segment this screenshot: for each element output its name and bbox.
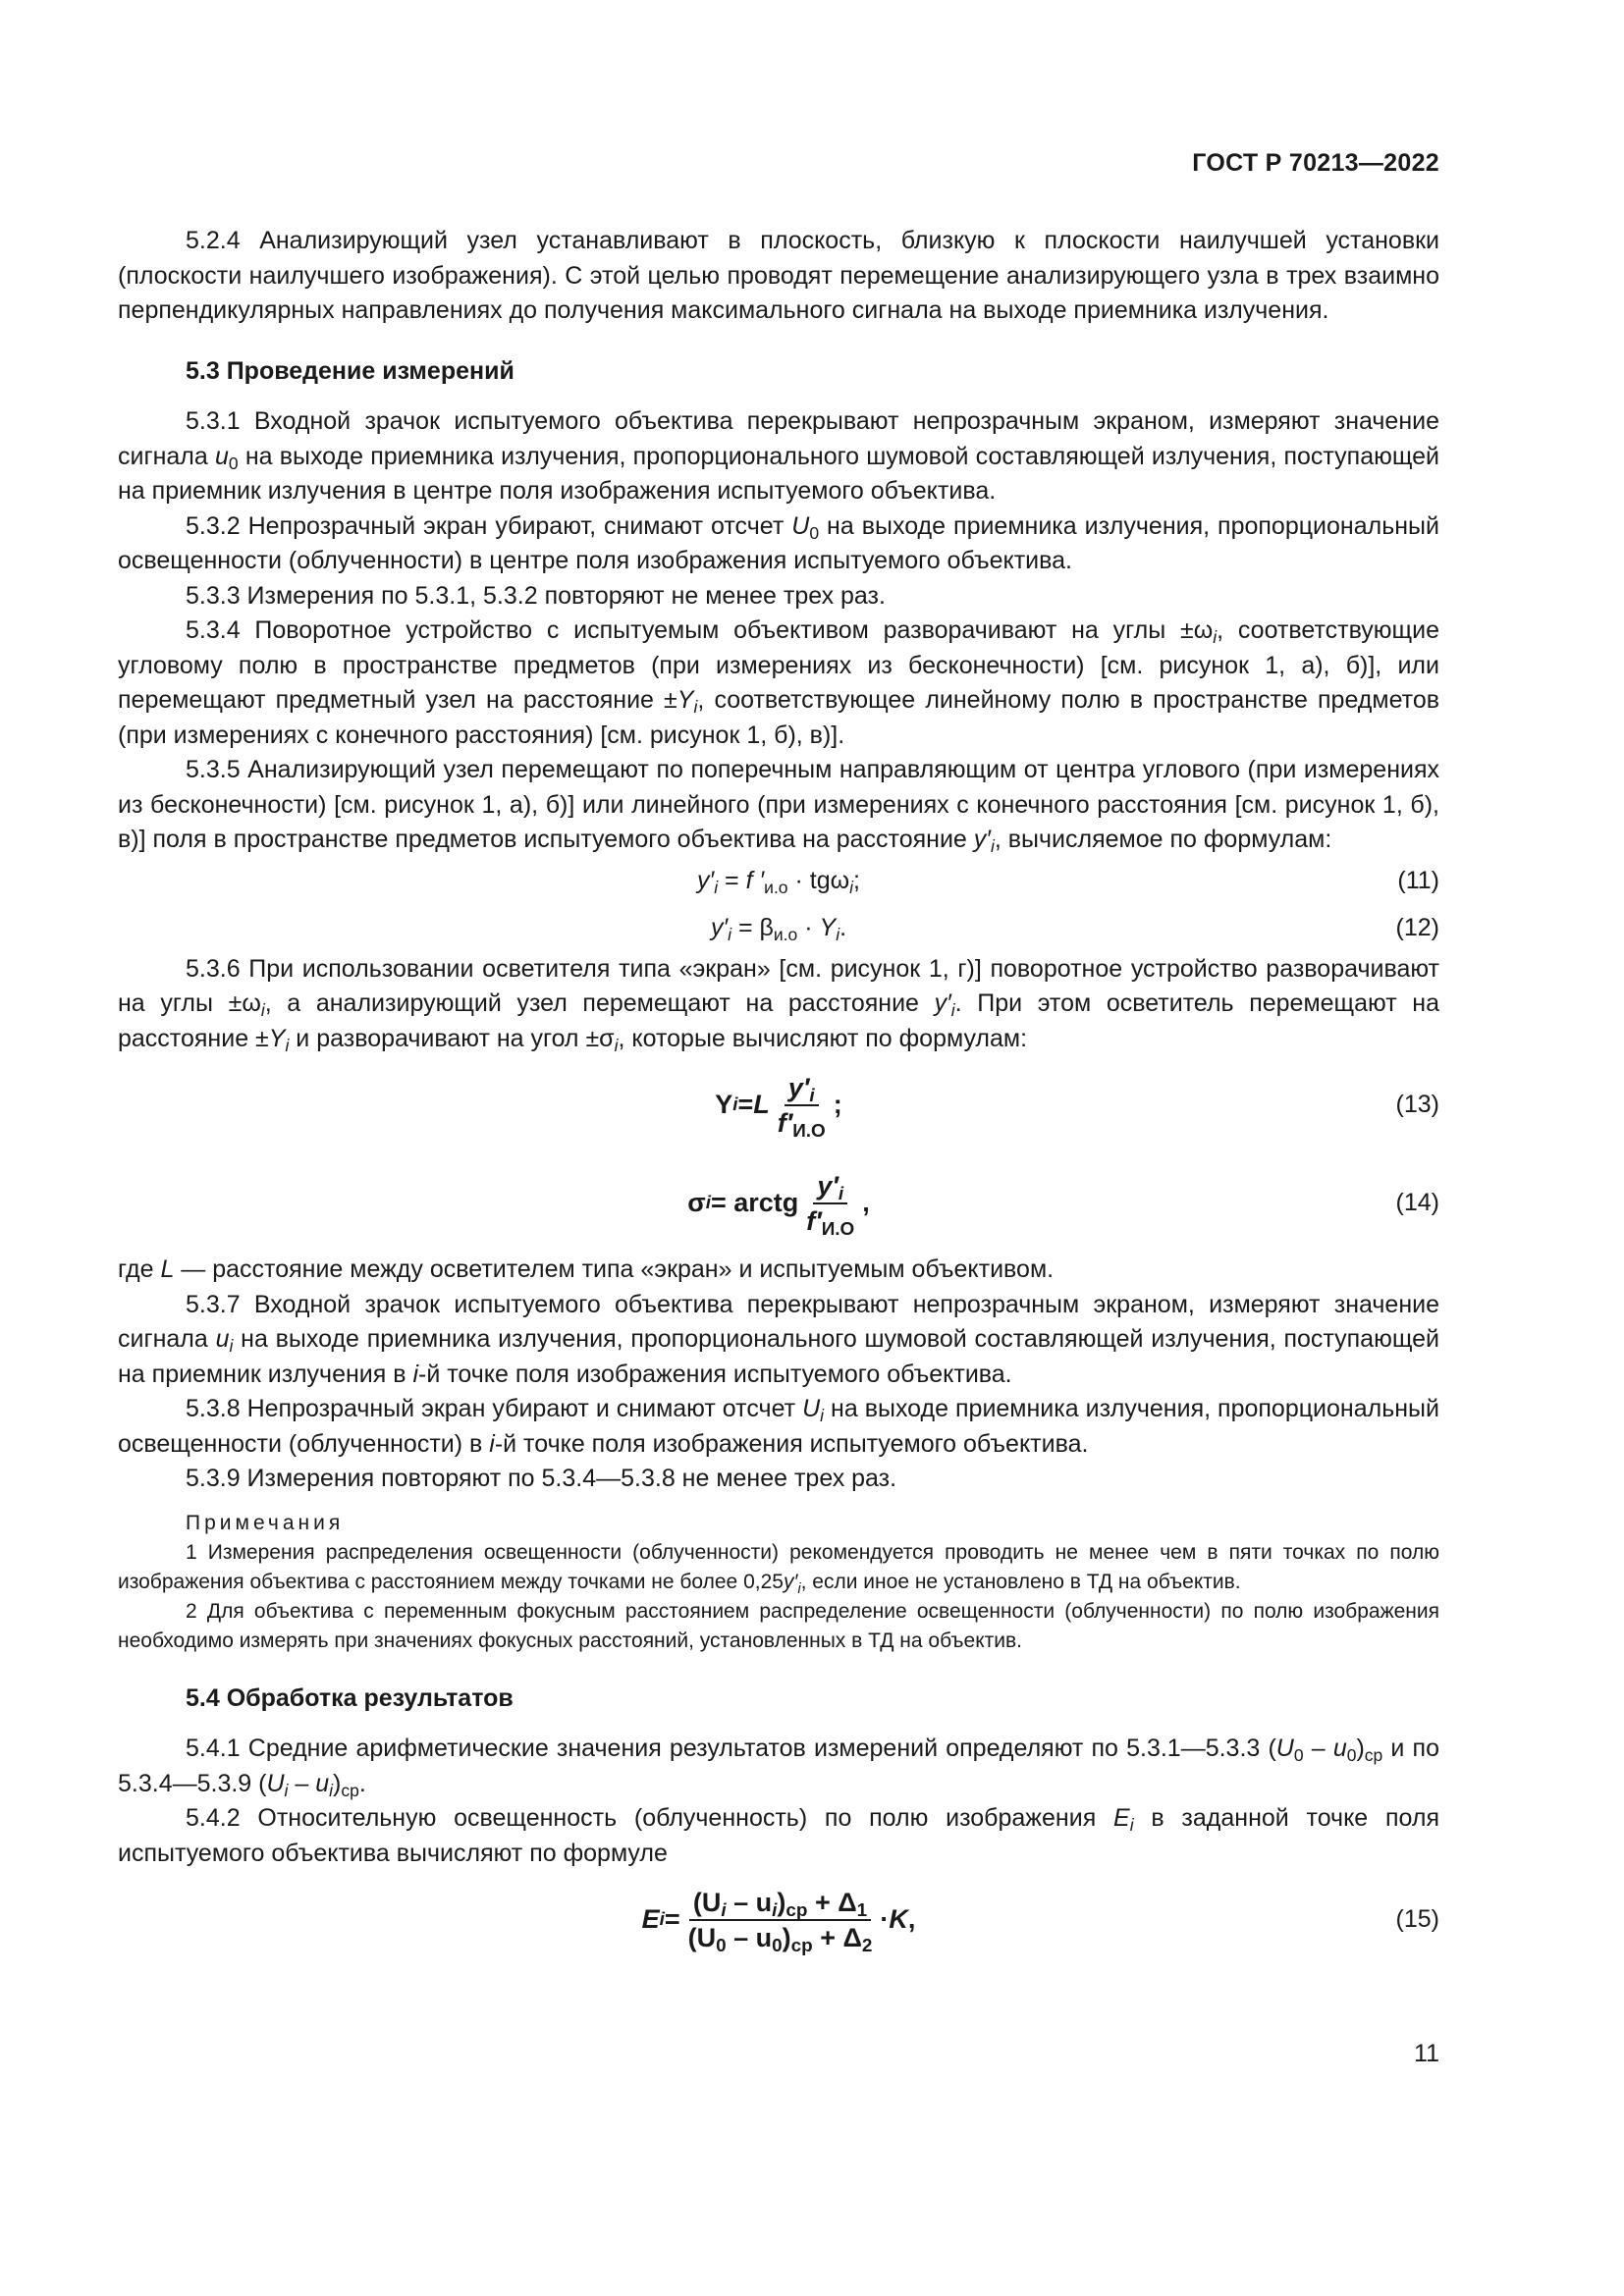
paragraph-5-3-6: 5.3.6 При использовании осветителя типа «экран» [см. рисунок 1, г)] поворотное устройство разворачивают на углы $\pm\omega_i$, а анализирующий узел перемещают на расстояние $y'_i$. При этом осветитель перемещают на расстояние $\pm Y_i$ и разворачивают на угол $\pm\sigma_i$, которые вычисляют по формулам:: [118, 954, 1440, 1055]
paragraph-5-4-1: 5.4.1 Средние арифметические значения результатов измерений определяют по 5.3.1—5.3.3 $(U_0 - u_0)_{ср}$ и по 5.3.4—5.3.9 $(U_i - u_i)_{ср}$.: [118, 1735, 1439, 1800]
page-number: 11: [1414, 2040, 1439, 2067]
formula-number-12: (12): [1395, 913, 1439, 941]
paragraph-5-3-8: 5.3.8 Непрозрачный экран убирают и снимают отсчет $U_i$ на выходе приемника излучения, пропорциональный освещенности (облученности) в i-й точке поля изображения испытуемого объектива.: [118, 1395, 1439, 1458]
formula-number-13: (13): [1395, 1091, 1439, 1118]
formula-number-14: (14): [1395, 1189, 1439, 1216]
note-1: 1 Измерения распределения освещенности (облученности) рекомендуется проводить не менее чем в пяти точках по полю изображения объектива с расстоянием между точками не более $0,25y'_i$, если иное не установлено в ТД на объектив.: [118, 1540, 1439, 1597]
paragraph-5-3-2: 5.3.2 Непрозрачный экран убирают, снимают отсчет $U_0$ на выходе приемника излучения, пропорциональный освещенности (облученности) в центре поля изображения испытуемого объектива.: [118, 511, 1439, 574]
paragraph-5-3-1: 5.3.1 Входной зрачок испытуемого объектива перекрывают непрозрачным экраном, измеряют значение сигнала $u_0$ на выходе приемника излучения, пропорционального шумовой составляющей излучения, поступающей на приемник излучения в центре поля изображения испытуемого объектива.: [118, 407, 1439, 505]
formula-number-15: (15): [1395, 1905, 1439, 1933]
formula-13: Y i = L $\frac{y'_i}{f'_{И.О}}$ ; (13): [715, 1073, 1439, 1142]
page-content: [118, 224, 1439, 1969]
notes-title: Примечания: [186, 1511, 345, 1534]
paragraph-5-3-5: 5.3.5 Анализирующий узел перемещают по поперечным направляющим от центра углового (при измерениях из бесконечности) [см. рисунок 1, а), б)] или линейного (при измерениях с конечного расстояния [см. рисунок 1, б), в)] поля в пространстве предметов испытуемого объектива на расстояние $y'_i$, вычисляемое по формулам:: [118, 756, 1439, 856]
formula-11: $y'_i = f$ $'_{и.о} \cdot tg\omega_i$; (11): [118, 858, 1439, 905]
paragraph-5-3-9: 5.3.9 Измерения повторяют по 5.3.4—5.3.8 не менее трех раз.: [186, 1465, 897, 1492]
formula-number-11: (11): [1397, 866, 1439, 894]
paragraph-5-2-4: 5.2.4 Анализирующий узел устанавливают в плоскость, близкую к плоскости наилучшей установки (плоскости наилучшего изображения). С этой целью проводят перемещение анализирующего узла в трех взаимно перпендикулярных направлениях до получения максимального сигнала на выходе приемника излучения.: [118, 227, 1439, 324]
formula-14: σ i = arctg $\frac{y'_i}{f'_{И.О}}$ , (14): [687, 1171, 1439, 1240]
formula-15: E i = $\frac{(U_i - u_i)_{ср} + \Delta_1}{(U_0 - u_0)_{ср} + \Delta_2}$ · K , (15): [641, 1888, 1439, 1956]
section-heading-5-4: 5.4 Обработка результатов: [186, 1683, 514, 1712]
document-id: ГОСТ Р 70213—2022: [1192, 149, 1439, 177]
where-clause-L: где L — расстояние между осветителем типа «экран» и испытуемым объективом.: [118, 1255, 1055, 1283]
paragraph-5-3-7: 5.3.7 Входной зрачок испытуемого объектива перекрывают непрозрачным экраном, измеряют значение сигнала $u_i$ на выходе приемника излучения, пропорционального шумовой составляющей излучения, поступающей на приемник излучения в i-й точке поля изображения испытуемого объектива.: [118, 1290, 1439, 1388]
paragraph-5-3-3: 5.3.3 Измерения по 5.3.1, 5.3.2 повторяют не менее трех раз.: [186, 581, 886, 610]
formula-12: $y'_i = \beta_{и.о} \cdot Y_i$. (12): [118, 905, 1439, 952]
section-heading-5-3: 5.3 Проведение измерений: [186, 356, 514, 385]
paragraph-5-4-2: 5.4.2 Относительную освещенность (облученность) по полю изображения $E_i$ в заданной точке поля испытуемого объектива вычисляют по формуле: [118, 1804, 1439, 1867]
note-2: 2 Для объектива с переменным фокусным расстоянием распределение освещенности (облученности) по полю изображения необходимо измерять при значениях фокусных расстояний, установленных в ТД на объектив.: [118, 1599, 1439, 1652]
paragraph-5-3-4: 5.3.4 Поворотное устройство с испытуемым объективом разворачивают на углы $\pm\omega_i$, соответствующие угловому полю в пространстве предметов (при измерениях из бесконечности) [см. рисунок 1, а), б)], или перемещают предметный узел на расстояние $\pm Y_i$, соответствующее линейному полю в пространстве предметов (при измерениях с конечного расстояния) [см. рисунок 1, б), в)].: [118, 616, 1440, 749]
